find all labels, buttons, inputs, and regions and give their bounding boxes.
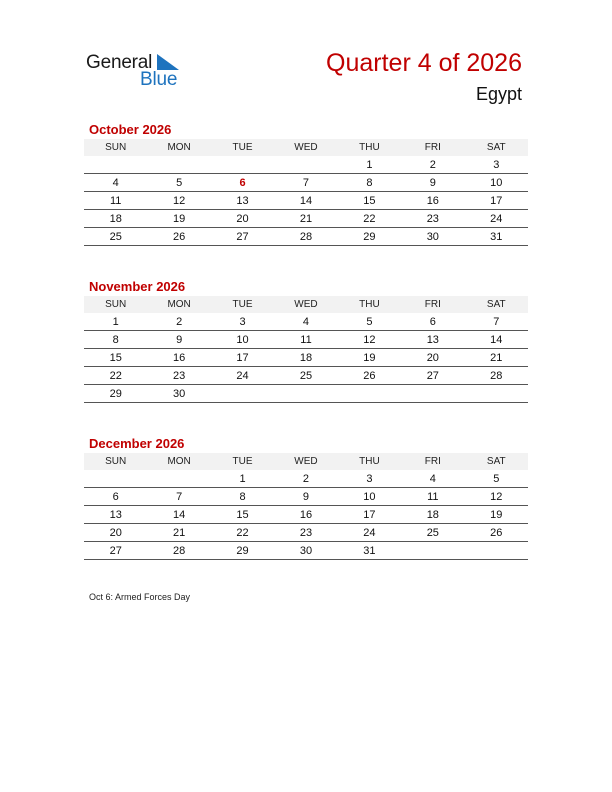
day-cell: 6 — [84, 488, 147, 506]
day-cell: 20 — [401, 349, 464, 367]
weekday-header-fri: FRI — [401, 453, 464, 470]
day-cell: 25 — [401, 524, 464, 542]
day-cell: 11 — [274, 331, 337, 349]
day-cell: 5 — [465, 470, 528, 488]
day-cell: 9 — [274, 488, 337, 506]
day-cell: 3 — [465, 156, 528, 174]
day-cell: 24 — [465, 210, 528, 228]
weekday-header-wed: WED — [274, 139, 337, 156]
day-cell: 15 — [338, 192, 401, 210]
day-cell: 24 — [211, 367, 274, 385]
month-title: November 2026 — [89, 279, 186, 294]
day-cell: 2 — [274, 470, 337, 488]
day-cell: 7 — [147, 488, 210, 506]
day-cell: 27 — [211, 228, 274, 246]
day-cell: 27 — [84, 542, 147, 560]
day-cell: 10 — [465, 174, 528, 192]
day-cell — [211, 385, 274, 403]
week-row — [84, 331, 528, 349]
weekday-header-fri: FRI — [401, 296, 464, 313]
weekday-header-fri: FRI — [401, 139, 464, 156]
day-cell: 26 — [338, 367, 401, 385]
day-cell: 23 — [274, 524, 337, 542]
day-cell: 18 — [274, 349, 337, 367]
day-cell: 18 — [401, 506, 464, 524]
weekday-header-row — [84, 139, 528, 156]
generalblue-logo — [86, 52, 196, 92]
week-row — [84, 524, 528, 542]
day-cell: 8 — [84, 331, 147, 349]
day-cell: 20 — [211, 210, 274, 228]
week-row — [84, 174, 528, 192]
day-cell: 20 — [84, 524, 147, 542]
holiday-note: Oct 6: Armed Forces Day — [89, 592, 191, 602]
day-cell — [211, 156, 274, 174]
day-cell: 1 — [211, 470, 274, 488]
day-cell: 13 — [84, 506, 147, 524]
weekday-header-row — [84, 296, 528, 313]
week-row — [84, 313, 528, 331]
day-cell — [401, 542, 464, 560]
month-weeks — [84, 470, 528, 560]
week-row — [84, 506, 528, 524]
page-title: Quarter 4 of 2026 — [326, 49, 522, 77]
day-cell — [465, 385, 528, 403]
day-cell — [274, 156, 337, 174]
day-cell: 25 — [274, 367, 337, 385]
month-title: December 2026 — [89, 436, 185, 451]
week-row — [84, 470, 528, 488]
day-cell: 2 — [147, 313, 210, 331]
day-cell: 24 — [338, 524, 401, 542]
month-calendar-table — [84, 139, 528, 246]
month-title: October 2026 — [89, 122, 172, 137]
day-cell: 22 — [338, 210, 401, 228]
day-cell — [401, 385, 464, 403]
day-cell: 4 — [84, 174, 147, 192]
day-cell: 12 — [465, 488, 528, 506]
weekday-header-thu: THU — [338, 139, 401, 156]
day-cell: 8 — [211, 488, 274, 506]
day-cell: 12 — [147, 192, 210, 210]
day-cell: 19 — [338, 349, 401, 367]
week-row — [84, 367, 528, 385]
week-row — [84, 192, 528, 210]
day-cell: 19 — [147, 210, 210, 228]
month-weeks — [84, 156, 528, 246]
day-cell: 28 — [465, 367, 528, 385]
day-cell: 9 — [147, 331, 210, 349]
day-cell: 29 — [338, 228, 401, 246]
day-cell: 15 — [84, 349, 147, 367]
weekday-header-row — [84, 453, 528, 470]
week-row — [84, 385, 528, 403]
day-cell: 8 — [338, 174, 401, 192]
week-row — [84, 349, 528, 367]
day-cell: 14 — [147, 506, 210, 524]
week-row — [84, 156, 528, 174]
month-block-december — [84, 436, 528, 560]
day-cell: 1 — [84, 313, 147, 331]
month-calendar-table — [84, 296, 528, 403]
weekday-header-mon: MON — [147, 139, 210, 156]
weekday-header-wed: WED — [274, 453, 337, 470]
day-cell: 16 — [274, 506, 337, 524]
week-row — [84, 228, 528, 246]
logo-word-blue: Blue — [140, 69, 178, 90]
day-cell — [147, 156, 210, 174]
day-cell: 23 — [401, 210, 464, 228]
day-cell: 21 — [274, 210, 337, 228]
weekday-header-tue: TUE — [211, 139, 274, 156]
day-cell: 25 — [84, 228, 147, 246]
day-cell: 26 — [147, 228, 210, 246]
month-calendar-table — [84, 453, 528, 560]
day-cell: 19 — [465, 506, 528, 524]
day-cell: 5 — [147, 174, 210, 192]
day-cell: 12 — [338, 331, 401, 349]
day-cell: 21 — [465, 349, 528, 367]
day-cell: 21 — [147, 524, 210, 542]
day-cell: 16 — [401, 192, 464, 210]
day-cell: 3 — [211, 313, 274, 331]
week-row — [84, 488, 528, 506]
month-block-october — [84, 122, 528, 246]
day-cell: 5 — [338, 313, 401, 331]
day-cell: 31 — [465, 228, 528, 246]
day-cell: 7 — [274, 174, 337, 192]
day-cell: 30 — [274, 542, 337, 560]
day-cell: 30 — [147, 385, 210, 403]
day-cell: 1 — [338, 156, 401, 174]
weekday-header-sat: SAT — [465, 296, 528, 313]
day-cell: 7 — [465, 313, 528, 331]
weekday-header-tue: TUE — [211, 453, 274, 470]
weekday-header-sat: SAT — [465, 453, 528, 470]
day-cell: 14 — [274, 192, 337, 210]
weekday-header-sun: SUN — [84, 296, 147, 313]
day-cell: 29 — [84, 385, 147, 403]
week-row — [84, 542, 528, 560]
weekday-header-thu: THU — [338, 296, 401, 313]
day-cell: 23 — [147, 367, 210, 385]
day-cell: 10 — [211, 331, 274, 349]
day-cell: 9 — [401, 174, 464, 192]
day-cell — [465, 542, 528, 560]
day-cell: 31 — [338, 542, 401, 560]
day-cell: 14 — [465, 331, 528, 349]
month-block-november — [84, 279, 528, 403]
day-cell: 26 — [465, 524, 528, 542]
day-cell: 4 — [401, 470, 464, 488]
day-cell — [274, 385, 337, 403]
day-cell: 22 — [211, 524, 274, 542]
country-name: Egypt — [475, 84, 522, 104]
weekday-header-thu: THU — [338, 453, 401, 470]
day-cell: 28 — [147, 542, 210, 560]
day-cell: 17 — [338, 506, 401, 524]
weekday-header-sun: SUN — [84, 453, 147, 470]
day-cell — [84, 470, 147, 488]
day-cell: 15 — [211, 506, 274, 524]
day-cell: 2 — [401, 156, 464, 174]
weekday-header-mon: MON — [147, 296, 210, 313]
day-cell: 17 — [211, 349, 274, 367]
month-weeks — [84, 313, 528, 403]
day-cell — [147, 470, 210, 488]
day-cell: 18 — [84, 210, 147, 228]
weekday-header-wed: WED — [274, 296, 337, 313]
holiday-day-cell: 6 — [211, 174, 274, 192]
day-cell: 29 — [211, 542, 274, 560]
week-row — [84, 210, 528, 228]
day-cell: 6 — [401, 313, 464, 331]
day-cell: 28 — [274, 228, 337, 246]
weekday-header-tue: TUE — [211, 296, 274, 313]
weekday-header-sun: SUN — [84, 139, 147, 156]
day-cell: 13 — [401, 331, 464, 349]
logo-triangle-icon — [157, 54, 179, 70]
weekday-header-sat: SAT — [465, 139, 528, 156]
day-cell: 17 — [465, 192, 528, 210]
day-cell — [84, 156, 147, 174]
day-cell: 16 — [147, 349, 210, 367]
logo-word-general: General — [86, 52, 153, 73]
day-cell: 22 — [84, 367, 147, 385]
day-cell: 4 — [274, 313, 337, 331]
day-cell — [338, 385, 401, 403]
day-cell: 3 — [338, 470, 401, 488]
day-cell: 13 — [211, 192, 274, 210]
day-cell: 11 — [84, 192, 147, 210]
weekday-header-mon: MON — [147, 453, 210, 470]
day-cell: 30 — [401, 228, 464, 246]
day-cell: 11 — [401, 488, 464, 506]
day-cell: 10 — [338, 488, 401, 506]
day-cell: 27 — [401, 367, 464, 385]
